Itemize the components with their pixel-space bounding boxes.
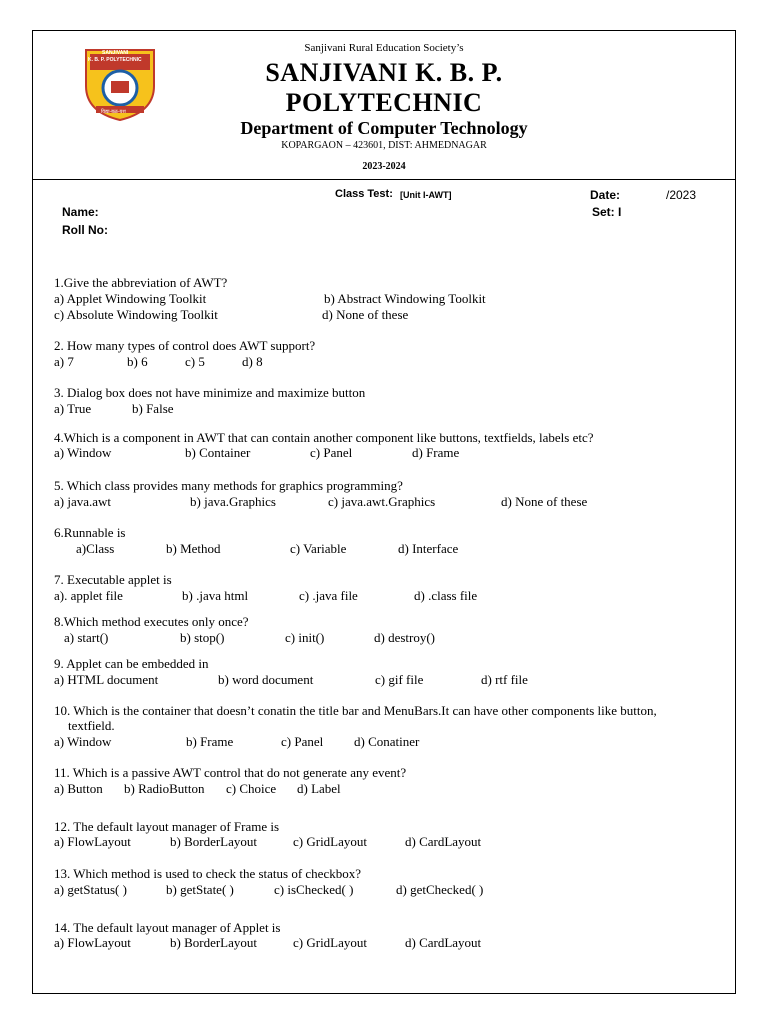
option: c) Panel — [310, 445, 353, 460]
address: KOPARGAON – 423601, DIST: AHMEDNAGAR — [281, 140, 487, 151]
question-text: 10. Which is the container that doesn’t conatin the title bar and MenuBars.It can have other components like button, — [54, 703, 657, 718]
option: d) Frame — [412, 445, 460, 460]
option: a) 7 — [54, 354, 74, 369]
option: d) getChecked( ) — [396, 882, 484, 897]
option: a) Window — [54, 734, 112, 749]
option: d) None of these — [501, 494, 588, 509]
department-name: Department of Computer Technology — [240, 118, 528, 138]
option: b) Method — [166, 541, 221, 556]
roll-no-label: Roll No: — [62, 223, 108, 237]
option: a) getStatus( ) — [54, 882, 127, 897]
option: c) isChecked( ) — [274, 882, 354, 897]
set-label: Set: I — [592, 205, 622, 219]
question-text: 6.Runnable is — [54, 525, 126, 540]
option: c) Absolute Windowing Toolkit — [54, 307, 218, 322]
option: a) Applet Windowing Toolkit — [54, 291, 207, 306]
option: c) Choice — [226, 781, 277, 796]
question-text: 12. The default layout manager of Frame is — [54, 819, 280, 834]
question-text: 13. Which method is used to check the status of checkbox? — [54, 866, 361, 881]
option: a) FlowLayout — [54, 834, 131, 849]
option: a) HTML document — [54, 672, 159, 687]
question-text: 7. Executable applet is — [54, 572, 172, 587]
option: b) getState( ) — [166, 882, 234, 897]
logo-text-name: K. B. P. POLYTECHNIC — [88, 57, 142, 63]
option: a). applet file — [54, 588, 123, 603]
option: c) GridLayout — [293, 834, 368, 849]
option: c) GridLayout — [293, 935, 368, 950]
option: c) Variable — [290, 541, 347, 556]
option: a) start() — [64, 630, 109, 645]
option: b) .java html — [182, 588, 249, 603]
option: b) Abstract Windowing Toolkit — [324, 291, 486, 306]
option: b) 6 — [127, 354, 148, 369]
option: d) .class file — [414, 588, 478, 603]
institute-name-line1: SANJIVANI K. B. P. — [265, 58, 503, 87]
option: a) java.awt — [54, 494, 112, 509]
option: d) 8 — [242, 354, 263, 369]
question-text: 11. Which is a passive AWT control that do not generate any event? — [54, 765, 407, 780]
option: a)Class — [76, 541, 115, 556]
question-text: 1.Give the abbreviation of AWT? — [54, 275, 228, 290]
option: d) Interface — [398, 541, 459, 556]
option: a) Window — [54, 445, 112, 460]
institute-name-line2: POLYTECHNIC — [285, 88, 483, 117]
option: c) Panel — [281, 734, 324, 749]
name-label: Name: — [62, 205, 99, 219]
question-text: 14. The default layout manager of Applet is — [54, 920, 281, 935]
option: b) False — [132, 401, 174, 416]
question-text: 9. Applet can be embedded in — [54, 656, 209, 671]
option: d) destroy() — [374, 630, 436, 645]
option: c) .java file — [299, 588, 358, 603]
option: b) BorderLayout — [170, 935, 258, 950]
option: b) word document — [218, 672, 314, 687]
option: d) CardLayout — [405, 834, 482, 849]
option: b) java.Graphics — [190, 494, 276, 509]
class-test-value: [Unit I-AWT] — [400, 190, 452, 200]
option: b) Container — [185, 445, 251, 460]
date-label: Date: — [590, 188, 621, 202]
date-value: /2023 — [666, 188, 697, 202]
option: b) BorderLayout — [170, 834, 258, 849]
class-test-label: Class Test: — [335, 188, 393, 200]
question-text: 5. Which class provides many methods for graphics programming? — [54, 478, 403, 493]
question-text: 4.Which is a component in AWT that can contain another component like buttons, textfields, labels etc? — [54, 430, 594, 445]
academic-year: 2023-2024 — [362, 161, 406, 172]
logo-text-top: SANJIVANI — [102, 50, 129, 56]
logo-text-bottom: विद्या-बळ-यश — [101, 109, 126, 115]
option: a) Button — [54, 781, 103, 796]
society-name: Sanjivani Rural Education Society’s — [304, 42, 464, 54]
option: b) Frame — [186, 734, 234, 749]
option: c) init() — [285, 630, 325, 645]
header-divider — [32, 179, 736, 180]
option: a) FlowLayout — [54, 935, 131, 950]
question-text: 8.Which method executes only once? — [54, 614, 249, 629]
option: d) rtf file — [481, 672, 528, 687]
question-text: 3. Dialog box does not have minimize and maximize button — [54, 385, 366, 400]
option: c) 5 — [185, 354, 205, 369]
option: d) Conatiner — [354, 734, 420, 749]
option: d) None of these — [322, 307, 409, 322]
option: d) Label — [297, 781, 341, 796]
option: c) gif file — [375, 672, 424, 687]
option: a) True — [54, 401, 92, 416]
question-text: 2. How many types of control does AWT support? — [54, 338, 316, 353]
option: c) java.awt.Graphics — [328, 494, 436, 509]
option: b) RadioButton — [124, 781, 205, 796]
question-text-continued: textfield. — [68, 718, 115, 733]
option: d) CardLayout — [405, 935, 482, 950]
page-border — [32, 30, 736, 994]
option: b) stop() — [180, 630, 225, 645]
